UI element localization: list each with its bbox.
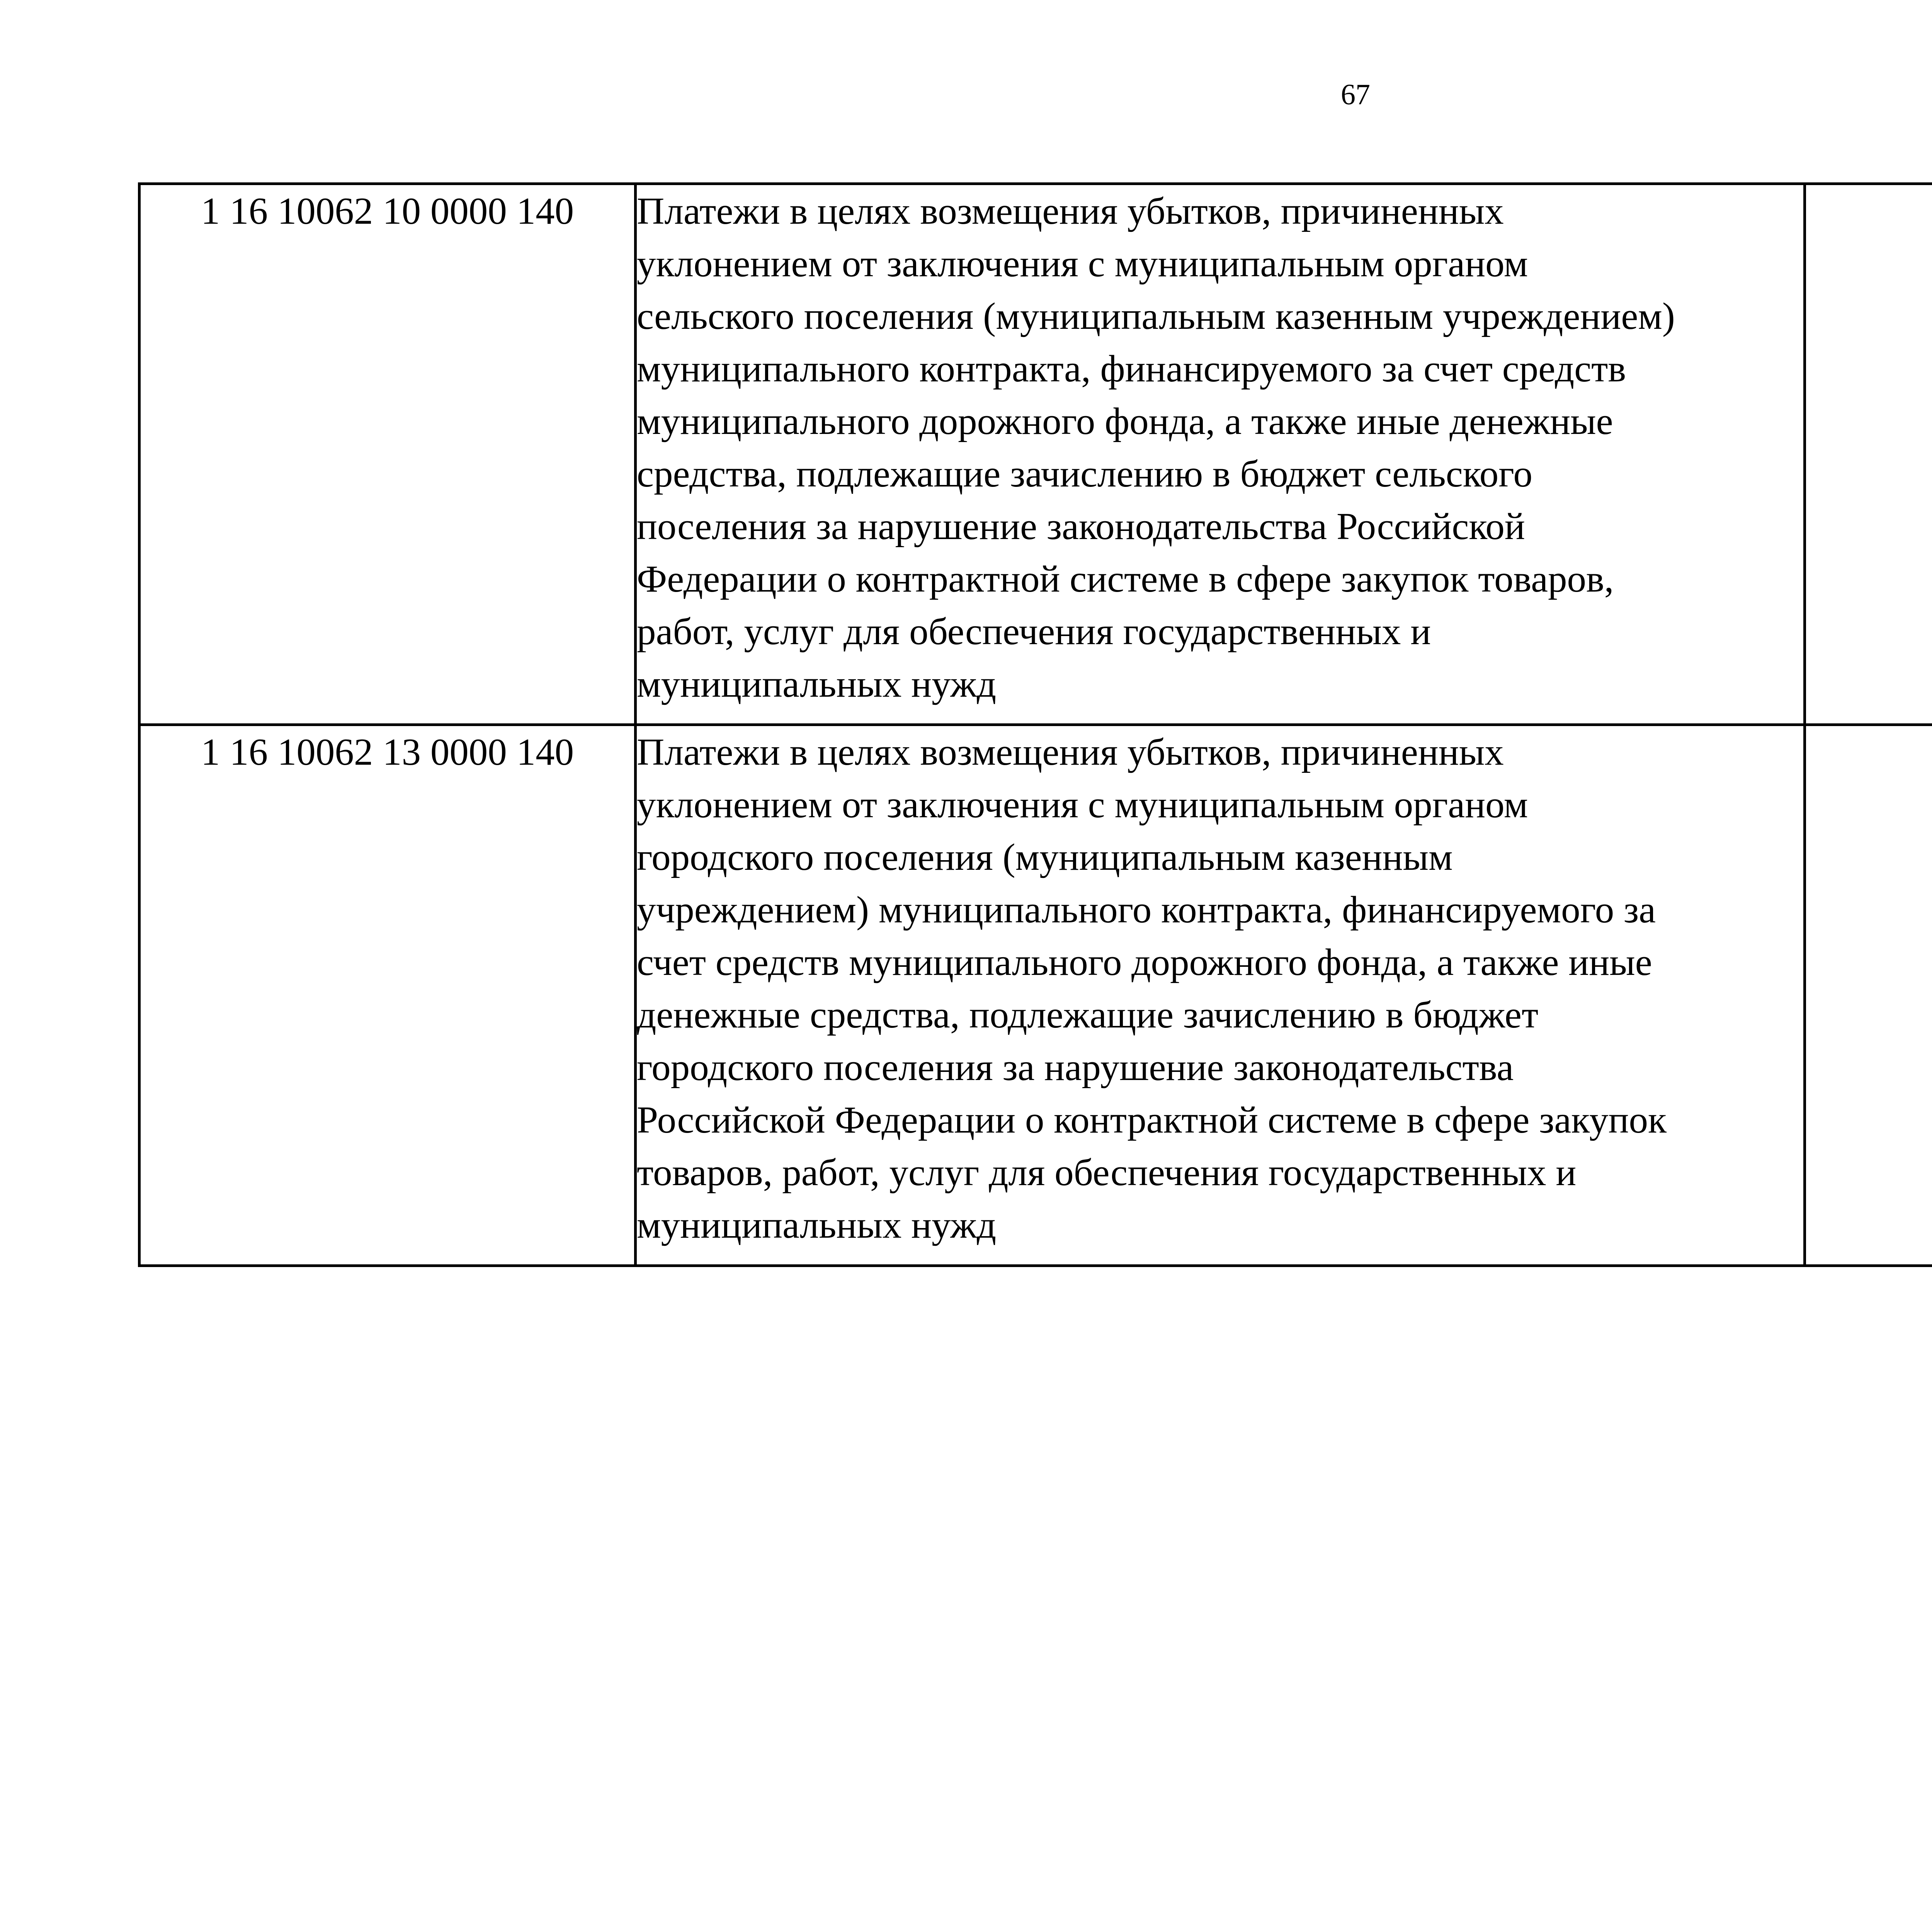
description-line: денежные средства, подлежащие зачислению в бюджет — [637, 994, 1539, 1036]
revenue-table — [138, 182, 1932, 1267]
page-number: 67 — [1341, 78, 1370, 111]
description-line: уклонением от заключения с муниципальным органом — [637, 784, 1528, 826]
description-line: городского поселения (муниципальным казенным — [637, 836, 1453, 878]
description-line: Платежи в целях возмещения убытков, причиненных — [637, 731, 1504, 773]
table-row — [139, 184, 1932, 725]
description-line: муниципальных нужд — [637, 1204, 997, 1246]
budget-code-cell: 1 16 10062 10 0000 140 — [139, 184, 636, 725]
description-line: муниципального дорожного фонда, а также иные денежные — [637, 400, 1613, 442]
description-line: товаров, работ, услуг для обеспечения государственных и — [637, 1152, 1577, 1194]
budget-code-cell: 1 16 10062 13 0000 140 — [139, 725, 636, 1266]
description-line: работ, услуг для обеспечения государственных и — [637, 611, 1431, 653]
description-line: учреждением) муниципального контракта, финансируемого за — [637, 889, 1656, 931]
description-line: муниципальных нужд — [637, 663, 997, 705]
description-line: средства, подлежащие зачислению в бюджет сельского — [637, 453, 1532, 495]
description-line: Федерации о контрактной системе в сфере закупок товаров, — [637, 558, 1614, 600]
description-cell — [636, 184, 1805, 725]
description-line: муниципального контракта, финансируемого за счет средств — [637, 348, 1626, 390]
description-line: счет средств муниципального дорожного фонда, а также иные — [637, 941, 1652, 983]
description-line: городского поселения за нарушение законодательства — [637, 1046, 1514, 1089]
description-line: Российской Федерации о контрактной системе в сфере закупок — [637, 1099, 1667, 1141]
description-cell — [636, 725, 1805, 1266]
value-cell-3 — [1805, 725, 1932, 1266]
description-line: Платежи в целях возмещения убытков, причиненных — [637, 190, 1504, 232]
description-line: сельского поселения (муниципальным казенным учреждением) — [637, 295, 1675, 337]
table-row — [139, 725, 1932, 1266]
description-line: уклонением от заключения с муниципальным органом — [637, 243, 1528, 285]
description-line: поселения за нарушение законодательства Российской — [637, 505, 1525, 548]
value-cell-3 — [1805, 184, 1932, 725]
